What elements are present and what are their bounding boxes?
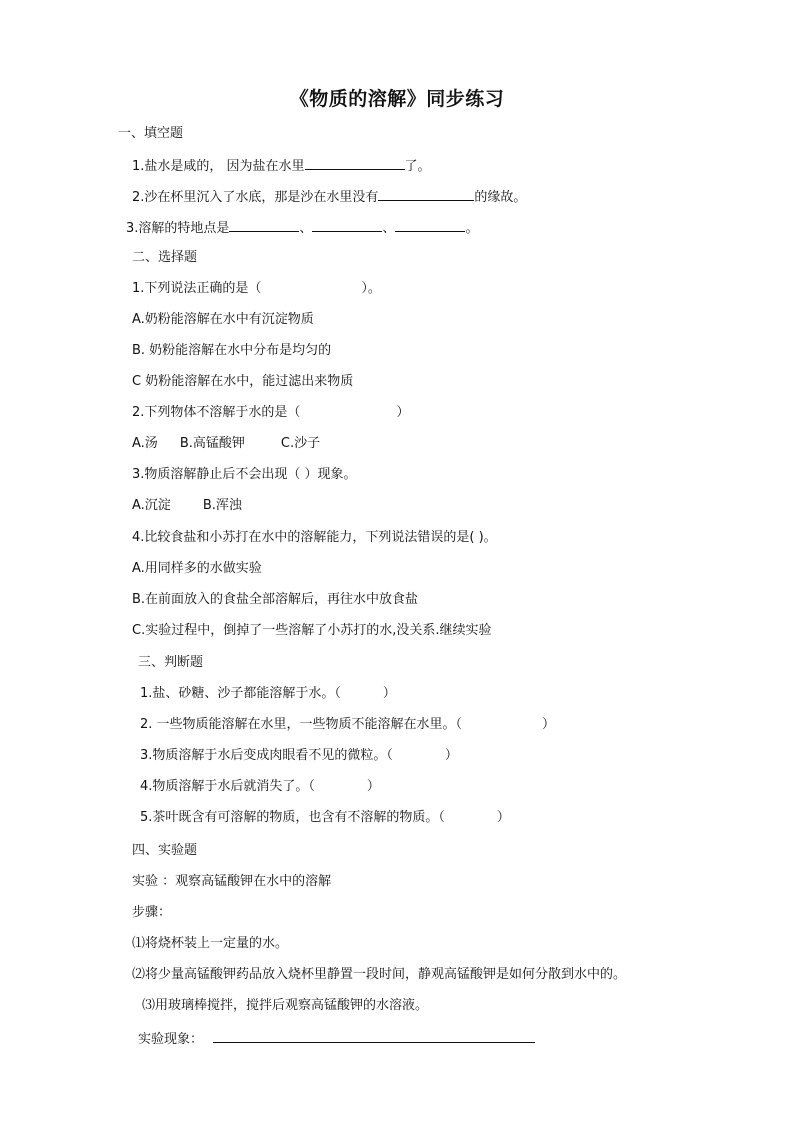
choice-q1-text: 1.下列说法正确的是（	[132, 281, 262, 296]
choice-question-4: 4.比较食盐和小苏打在水中的溶解能力，下列说法错误的是( )。	[132, 530, 497, 545]
judge-q4-text: 4.物质溶解于水后就消失了。（	[140, 779, 315, 794]
fill-q1-end: 了。	[404, 159, 431, 174]
page-title: 《物质的溶解》同步练习	[289, 88, 505, 110]
choice-q2-options	[132, 434, 320, 454]
choice-q4-option-c: C.实验过程中，倒掉了一些溶解了小苏打的水,没关系.继续实验	[132, 623, 492, 638]
section-heading-experiment: 四、实验题	[132, 843, 198, 858]
fill-question-3	[126, 217, 478, 239]
judge-q3-close: ）	[444, 748, 458, 763]
judge-q5-text: 5.茶叶既含有可溶解的物质，也含有不溶解的物质。（	[140, 810, 445, 825]
choice-q2-close: ）	[396, 405, 410, 420]
fill-question-1	[132, 155, 431, 177]
choice-q2-option-b: B.高锰酸钾	[179, 436, 245, 451]
steps-label: 步骤：	[132, 905, 172, 920]
experiment-title: 实验 ：观察高锰酸钾在水中的溶解	[132, 874, 332, 889]
answer-blank[interactable]	[312, 217, 382, 232]
fill-q3-text: 3.溶解的特地点是	[126, 221, 230, 236]
choice-q2-text: 2.下列物体不溶解于水的是（	[132, 405, 301, 420]
step-1: ⑴将烧杯装上一定量的水。	[132, 936, 289, 951]
choice-q3-options	[132, 496, 242, 516]
judge-q1-text: 1.盐、砂糖、沙子都能溶解于水。（	[140, 686, 341, 701]
separator: 、	[299, 221, 313, 236]
choice-question-3: 3.物质溶解静止后不会出现（ ）现象。	[132, 467, 357, 482]
choice-q4-option-b: B.在前面放入的食盐全部溶解后，再往水中放食盐	[132, 592, 419, 607]
step-3: ⑶用玻璃棒搅拌，搅拌后观察高锰酸钾的水溶液。	[142, 998, 429, 1013]
judge-q3-text: 3.物质溶解于水后变成肉眼看不见的微粒。（	[140, 748, 393, 763]
answer-blank[interactable]	[229, 217, 299, 232]
judge-question-5	[140, 808, 510, 828]
judge-question-1	[140, 684, 396, 704]
choice-q3-option-a: A.沉淀	[132, 498, 171, 513]
choice-q2-option-a: A.汤	[132, 436, 158, 451]
answer-blank[interactable]	[305, 155, 405, 170]
fill-q2-text: 2.沙在杯里沉入了水底，那是沙在水里没有	[132, 190, 379, 205]
judge-question-3	[140, 746, 458, 766]
phenomenon-label: 实验现象：	[138, 1032, 204, 1047]
judge-q1-close: ）	[382, 686, 396, 701]
answer-blank[interactable]	[395, 217, 465, 232]
fill-q2-end: 的缘故。	[474, 190, 527, 205]
separator: 、	[382, 221, 396, 236]
fill-q1-text: 1.盐水是咸的， 因为盐在水里	[132, 159, 305, 174]
phenomenon-answer-line[interactable]	[213, 1028, 535, 1043]
judge-question-2	[140, 715, 555, 735]
judge-q5-close: ）	[496, 810, 510, 825]
judge-q4-close: ）	[366, 779, 380, 794]
section-heading-fill-blank: 一、填空题	[118, 126, 184, 141]
step-2: ⑵将少量高锰酸钾药品放入烧杯里静置一段时间，静观高锰酸钾是如何分散到水中的。	[132, 967, 627, 982]
section-heading-judge: 三、判断题	[138, 655, 204, 670]
section-heading-choice: 二、选择题	[132, 250, 198, 265]
judge-q2-text: 2. 一些物质能溶解在水里，一些物质不能溶解在水里。（	[140, 717, 463, 732]
fill-question-2	[132, 186, 526, 208]
period: 。	[465, 221, 479, 236]
choice-question-1	[132, 279, 381, 299]
choice-q1-option-c: C 奶粉能溶解在水中，能过滤出来物质	[132, 374, 354, 389]
choice-q1-option-b: B. 奶粉能溶解在水中分布是均匀的	[132, 343, 332, 358]
choice-q4-option-a: A.用同样多的水做实验	[132, 561, 262, 576]
judge-question-4	[140, 777, 380, 797]
choice-q2-option-c: C.沙子	[280, 436, 321, 451]
choice-question-2	[132, 403, 409, 423]
phenomenon-row	[138, 1028, 535, 1050]
judge-q2-close: ）	[542, 717, 556, 732]
choice-q1-option-a: A.奶粉能溶解在水中有沉淀物质	[132, 312, 314, 327]
choice-q3-option-b: B.浑浊	[202, 498, 242, 513]
choice-q1-close: ）。	[361, 281, 381, 296]
answer-blank[interactable]	[378, 186, 474, 201]
